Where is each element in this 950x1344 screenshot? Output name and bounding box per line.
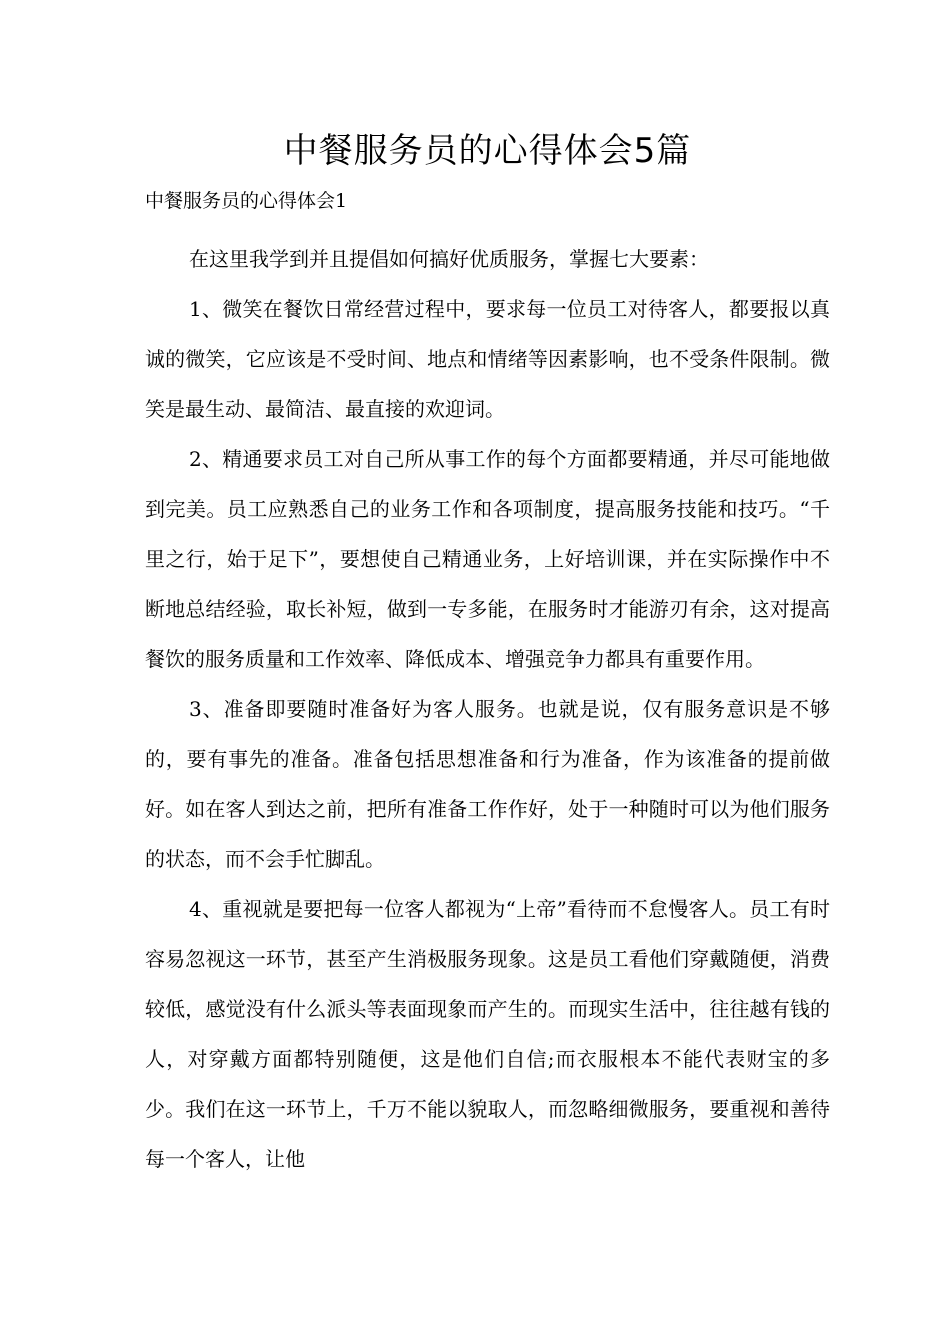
paragraph-intro: 在这里我学到并且提倡如何搞好优质服务，掌握七大要素： [189, 247, 709, 271]
paragraph-proficiency: 2、精通要求员工对自己所从事工作的每个方面都要精通，并尽可能地做到完美。员工应熟悉自己的业务工作和各项制度，提高服务技能和技巧。“千里之行，始于足下”，要想使自己精通业务，上好培训课，并在实际操作中不断地总结经验，取长补短，做到一专多能，在服务时才能游刃有余，这对提高餐饮的服务质量和工作效率、降低成本、增强竞争力都具有重要作用。 [145, 447, 830, 671]
paragraph-attention: 4、重视就是要把每一位客人都视为“上帝”看待而不怠慢客人。员工有时容易忽视这一环节，甚至产生消极服务现象。这是员工看他们穿戴随便，消费较低，感觉没有什么派头等表面现象而产生的。而现实生活中，往往越有钱的人，对穿戴方面都特别随便，这是他们自信;而衣服根本不能代表财宝的多少。我们在这一环节上，千万不能以貌取人，而忽略细微服务，要重视和善待每一个客人，让他 [145, 897, 830, 1171]
document-body [145, 234, 830, 1184]
paragraph-smile: 1、微笑在餐饮日常经营过程中，要求每一位员工对待客人，都要报以真诚的微笑，它应该是不受时间、地点和情绪等因素影响，也不受条件限制。微笑是最生动、最简洁、最直接的欢迎词。 [145, 297, 830, 421]
section-subtitle: 中餐服务员的心得体会1 [145, 190, 348, 212]
document-title: 中餐服务员的心得体会5篇 [283, 131, 692, 171]
paragraph-preparation: 3、准备即要随时准备好为客人服务。也就是说，仅有服务意识是不够的，要有事先的准备。准备包括思想准备和行为准备，作为该准备的提前做好。如在客人到达之前，把所有准备工作作好，处于一种随时可以为他们服务的状态，而不会手忙脚乱。 [145, 697, 830, 871]
